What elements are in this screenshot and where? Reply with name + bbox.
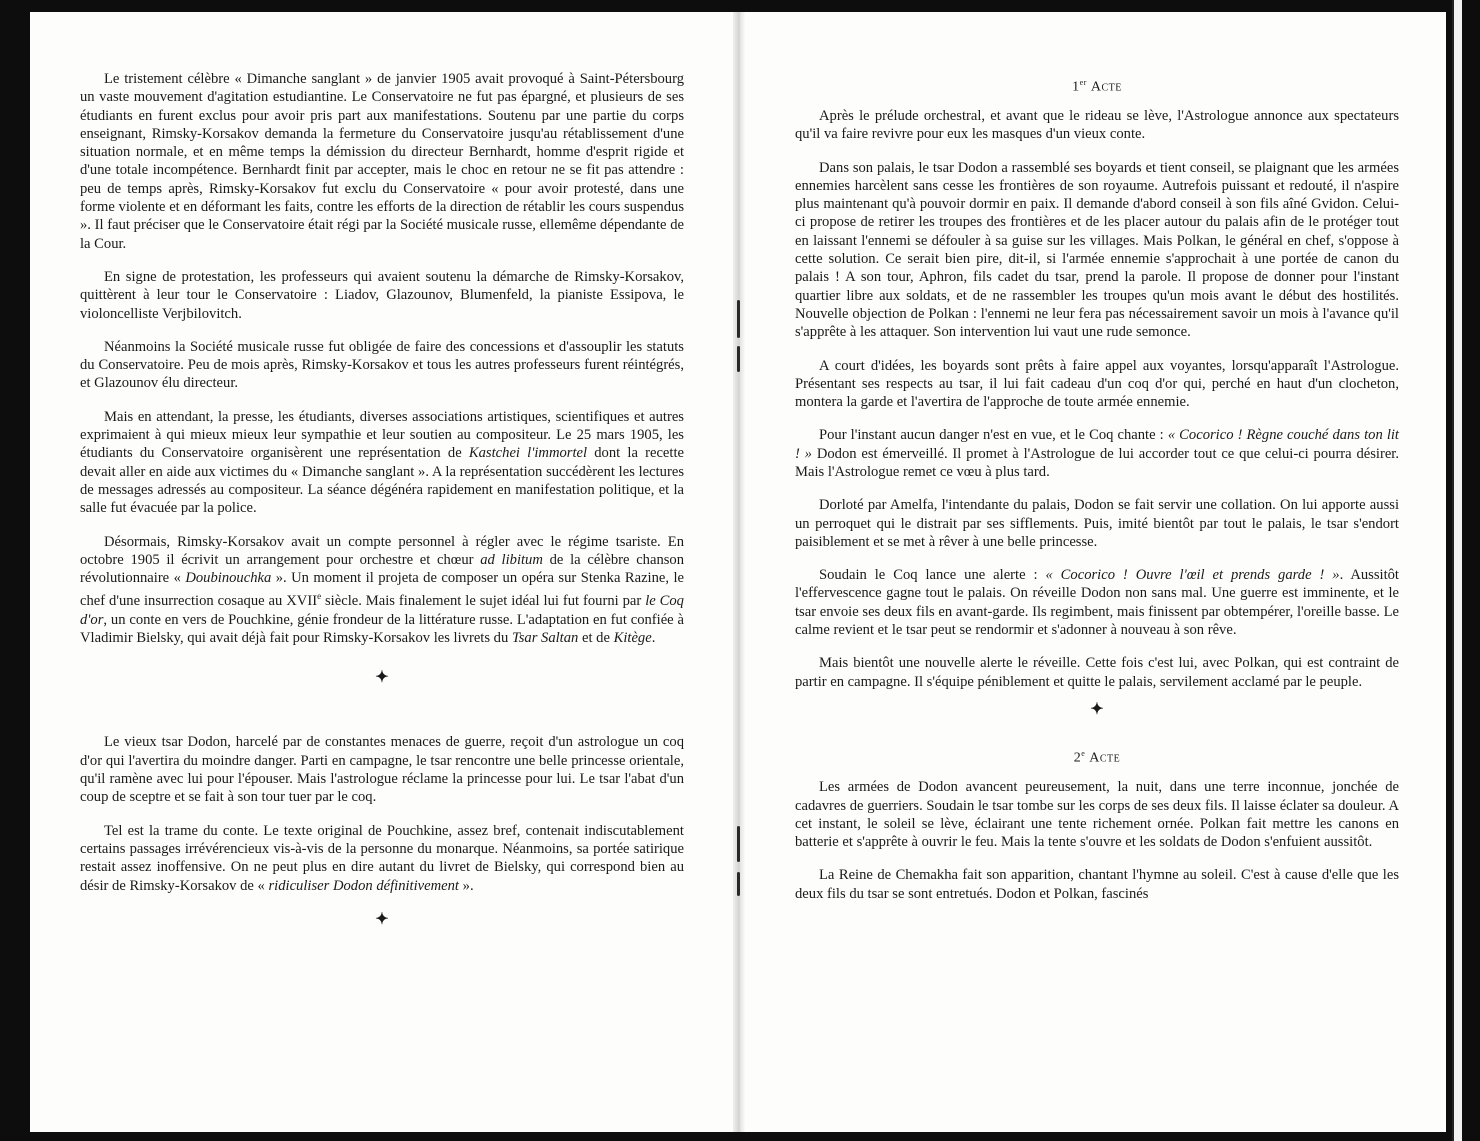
scan-border-top [0,0,1480,12]
paragraph: En signe de protestation, les professeurs qui avaient soutenu la démarche de Rimsky-Korsakov, quittèrent à leur tour le Conservatoire : Liadov, Glazounov, Blumenfeld, la pianiste Essipova, le violoncelliste Verjbilovitch. [80,268,684,322]
paragraph: Néanmoins la Société musicale russe fut obligée de faire des concessions et d'assouplir les statuts du Conservatoire. Peu de mois après, Rimsky-Korsakov et tous les autres professeurs furent réintégrés, et Glazounov élu directeur. [80,338,684,392]
paragraph: Soudain le Coq lance une alerte : « Cocorico ! Ouvre l'œil et prends garde ! ». Aussitôt l'effervescence gagne tout le palais. On réveille Dodon non sans mal. Une guerre est imminente, et le tsar envoie ses deux fils en avant-garde. Ils regimbent, mais finissent par obtempérer, l'oreille basse. Le calme revient et le tsar peut se rendormir et s'adonner à nouveau à son rêve. [795,567,1399,639]
paragraph: Désormais, Rimsky-Korsakov avait un compte personnel à régler avec le régime tsariste. En octobre 1905 il écrivit un arrangement pour orchestre et chœur ad libitum de la célèbre chanson révolutionnaire « Doubinouchka ». Un moment il projeta de composer un opéra sur Stenka Razine, le chef d'une insurrection cosaque au XVIIe siècle. Mais finalement le sujet idéal lui fut fourni par le Coq d'or, un conte en vers de Pouchkine, génie frondeur de la littérature russe. L'adaptation en fut confiée à Vladimir Bielsky, qui avait déjà fait pour Rimsky-Korsakov les livrets du Tsar Saltan et de Kitège. [80,533,685,646]
paragraph: Dorloté par Amelfa, l'intendante du palais, Dodon se fait servir une collation. On lui apporte aussi un perroquet qui le distrait par ses sifflements. Puis, imité bientôt par tout le palais, le tsar s'endort paisiblement et se met à rêver à une belle princesse. [795,497,1399,550]
act-2-heading: 2e Acte [1073,749,1121,766]
paragraph: Mais en attendant, la presse, les étudiants, diverses associations artistiques, scientifiques et autres exprimaient à qui mieux mieux leur sympathie et leur soutien au compositeur. Le 25 mars 1905, les étudiants du Conservatoire organisèrent une représentation de Kastchei l'immortel dont la recette devait aller en aide aux victimes du « Dimanche sanglant ». A la représentation succédèrent les lectures de messages adressés au compositeur. La séance dégénéra rapidement en manifestation politique, et la salle fut évacuée par la police. [80,408,684,517]
act-1-heading: 1er Acte [1072,78,1122,95]
ornament-icon: ✦ [375,910,389,928]
book-gutter [733,12,745,1132]
paragraph: Les armées de Dodon avancent peureusement, la nuit, dans une terre inconnue, jonchée de cadavres de guerriers. Soudain le tsar tombe sur les corps de ses deux fils. Il laisse éclater sa douleur. A cet instant, le soleil se lève, éclairant une tente richement ornée. Polkan fait mettre les canons en batterie et s'apprête à ouvrir le feu. Mais la tente s'ouvre et les soldats de Dodon s'enfuient aussitôt. [795,779,1399,851]
paragraph: Le vieux tsar Dodon, harcelé par de constantes menaces de guerre, reçoit d'un astrologue un coq d'or qui l'avertira du moindre danger. Parti en campagne, le tsar rencontre une belle princesse orientale, qu'il ramène avec lui pour l'épouser. Mais l'astrologue réclame la princesse pour lui. Le tsar l'abat d'un coup de sceptre et se fait à son tour tuer par le coq. [80,734,684,806]
scan-border-left [0,0,30,1141]
ornament-icon: ✦ [375,669,389,687]
paragraph: Dans son palais, le tsar Dodon a rassemblé ses boyards et tient conseil, se plaignant que les armées ennemies harcèlent sans cesse les frontières de son royaume. Autrefois puissant et redouté, il n'aspire plus maintenant qu'à pouvoir dormir en paix. Il demande d'abord conseil à son fils aîné Gvidon. Celui-ci propose de retirer les troupes des frontières et de les placer autour du palais afin de le protéger tout en laissant l'ennemi se défouler à sa guise sur les villages. Mais Polkan, le général en chef, s'oppose à cette solution. Ce serait bien pire, dit-il, si l'armée ennemie s'approchait à une portée de canon du palais ! A son tour, Aphron, fils cadet du tsar, prend la parole. Il propose de donner pour l'instant quartier libre aux soldats, et de ne rassembler les troupes qu'un mois avant le début des hostilités. Nouvelle objection de Polkan : l'ennemi ne leur fera pas nécessairement savoir un mois à l'avance qu'il s'apprête à les attaquer. Son intervention lui vaut une rude semonce. [795,159,1399,341]
right-page [795,70,1399,903]
staple-mark [737,300,740,338]
page-edge-right [1452,0,1462,1141]
paragraph: Après le prélude orchestral, et avant que le rideau se lève, l'Astrologue annonce aux spectateurs qu'il va faire revivre pour eux les masques d'un vieux conte. [795,107,1399,143]
paragraph: A court d'idées, les boyards sont prêts à faire appel aux voyantes, lorsqu'apparaît l'Astrologue. Présentant ses respects au tsar, il lui fait cadeau d'un coq d'or qui, perché en haut d'un clocheton, montera la garde et l'avertira de l'approche de toute armée ennemie. [795,357,1399,411]
paragraph: La Reine de Chemakha fait son apparition, chantant l'hymne au soleil. C'est à cause d'elle que les deux fils du tsar se sont entretués. Dodon et Polkan, fascinés [795,867,1399,902]
paragraph: Pour l'instant aucun danger n'est en vue, et le Coq chante : « Cocorico ! Règne couché dans ton lit ! » Dodon est émerveillé. Il promet à l'Astrologue de lui accorder tout ce que celui-ci pourra désirer. Mais l'Astrologue remet ce vœu à plus tard. [795,427,1400,480]
staple-mark [737,872,740,896]
ornament-icon: ✦ [1090,700,1104,718]
paragraph: Tel est la trame du conte. Le texte original de Pouchkine, assez bref, contenait indiscutablement certains passages irrévérencieux vis-à-vis de la personne du monarque. Néanmoins, sa portée satirique restait assez inoffensive. On ne peut plus en dire autant du livret de Bielsky, qui correspond bien au désir de Rimsky-Korsakov de « ridiculiser Dodon définitivement ». [80,822,684,894]
scan-border-bottom [0,1132,1480,1141]
paragraph: Mais bientôt une nouvelle alerte le réveille. Cette fois c'est lui, avec Polkan, qui est contraint de partir en campagne. Il s'équipe péniblement et quitte le palais, servilement acclamé par le peuple. [795,655,1399,690]
left-page [80,70,684,935]
staple-mark [737,346,740,372]
staple-mark [737,826,740,862]
paragraph: Le tristement célèbre « Dimanche sanglant » de janvier 1905 avait provoqué à Saint-Pétersbourg un vaste mouvement d'agitation estudiantine. Le Conservatoire ne fut pas épargné, et plusieurs de ses étudiants en furent exclus pour avoir pris part aux manifestations. Soutenu par une partie du corps enseignant, Rimsky-Korsakov demanda la fermeture du Conservatoire jusqu'au rétablissement d'une situation normale, et en même temps la démission du directeur Bernhardt, homme d'esprit rigide et d'une totale incompétence. Bernhardt finit par accepter, mais le choc en retour ne se fit pas attendre : peu de temps après, Rimsky-Korsakov fut exclu du Conservatoire « pour avoir protesté, dans une forme violente et en déformant les faits, contre les efforts de la direction de rétablir les cours suspendus ». Il faut préciser que le Conservatoire était régi par la Société musicale russe, ellemême dépendante de la Cour. [80,71,684,252]
